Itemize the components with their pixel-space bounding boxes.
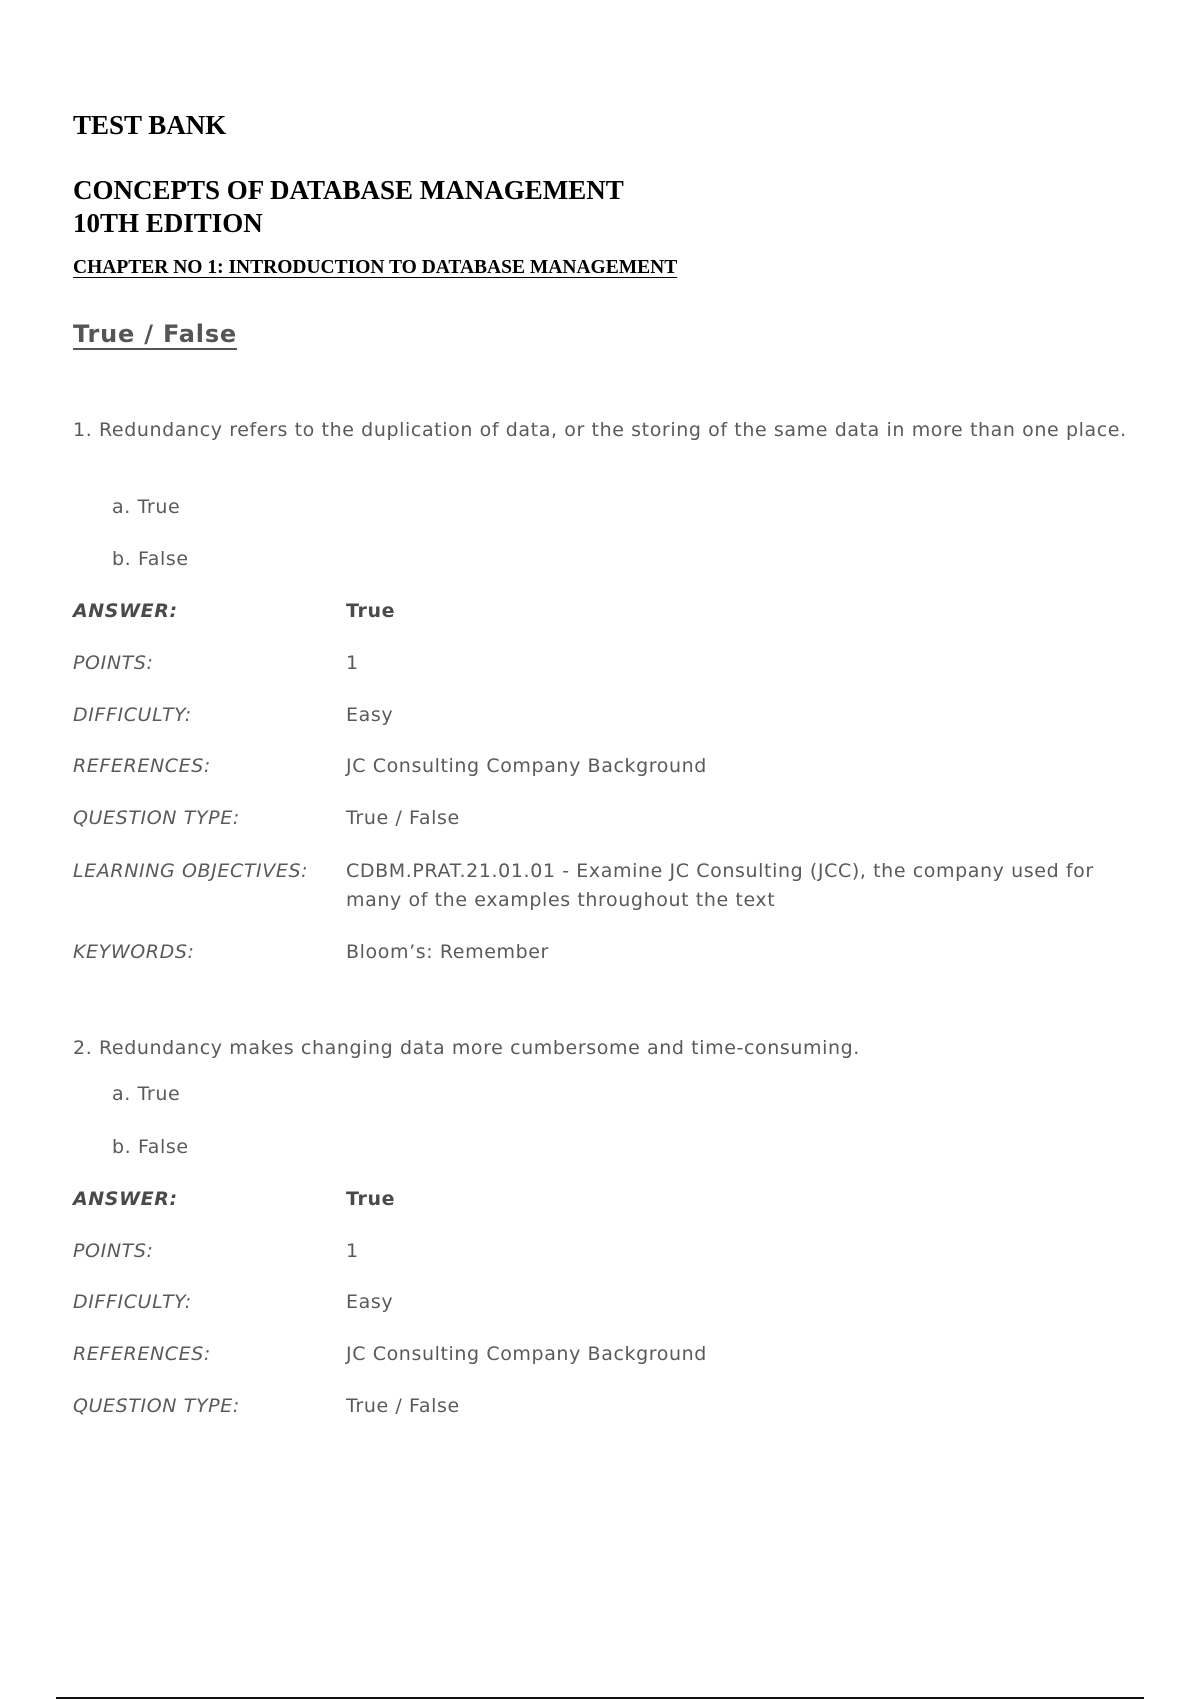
learning-objectives-label: LEARNING OBJECTIVES:: [73, 860, 309, 882]
references-value: JC Consulting Company Background: [346, 755, 707, 777]
question-1-option-a: a. True: [112, 496, 181, 518]
question-2-option-a: a. True: [112, 1083, 181, 1105]
difficulty-label: DIFFICULTY:: [73, 704, 192, 726]
question-type-value: True / False: [346, 1395, 460, 1417]
answer-label: ANSWER:: [73, 1188, 178, 1210]
answer-label: ANSWER:: [73, 600, 178, 622]
difficulty-value: Easy: [346, 1291, 394, 1313]
difficulty-label: DIFFICULTY:: [73, 1291, 192, 1313]
references-value: JC Consulting Company Background: [346, 1343, 707, 1365]
doc-title: TEST BANK: [73, 110, 227, 140]
question-2-text: 2. Redundancy makes changing data more cumbersome and time-consuming.: [73, 1037, 860, 1059]
edition: 10TH EDITION: [73, 208, 263, 238]
answer-value: True: [346, 1188, 396, 1210]
references-label: REFERENCES:: [73, 1343, 211, 1365]
book-title-block: [73, 174, 624, 240]
points-label: POINTS:: [73, 1240, 154, 1262]
question-1-option-b: b. False: [112, 548, 189, 570]
section-title: True / False: [73, 320, 237, 348]
book-title: CONCEPTS OF DATABASE MANAGEMENT: [73, 175, 624, 205]
question-type-label: QUESTION TYPE:: [73, 807, 240, 829]
chapter-heading: CHAPTER NO 1: INTRODUCTION TO DATABASE MANAGEMENT: [73, 257, 678, 278]
difficulty-value: Easy: [346, 704, 394, 726]
keywords-label: KEYWORDS:: [73, 941, 195, 963]
footer-divider: [56, 1697, 1144, 1699]
points-label: POINTS:: [73, 652, 154, 674]
answer-value: True: [346, 600, 396, 622]
learning-objectives-value: CDBM.PRAT.21.01.01 - Examine JC Consulting (JCC), the company used for many of the examples throughout the text: [346, 860, 1094, 911]
points-value: 1: [346, 652, 359, 674]
question-2-option-b: b. False: [112, 1136, 189, 1158]
question-1-text: 1. Redundancy refers to the duplication of data, or the storing of the same data in more than one place.: [73, 419, 1127, 441]
references-label: REFERENCES:: [73, 755, 211, 777]
keywords-value: Bloom’s: Remember: [346, 941, 549, 963]
question-type-label: QUESTION TYPE:: [73, 1395, 240, 1417]
question-type-value: True / False: [346, 807, 460, 829]
points-value: 1: [346, 1240, 359, 1262]
